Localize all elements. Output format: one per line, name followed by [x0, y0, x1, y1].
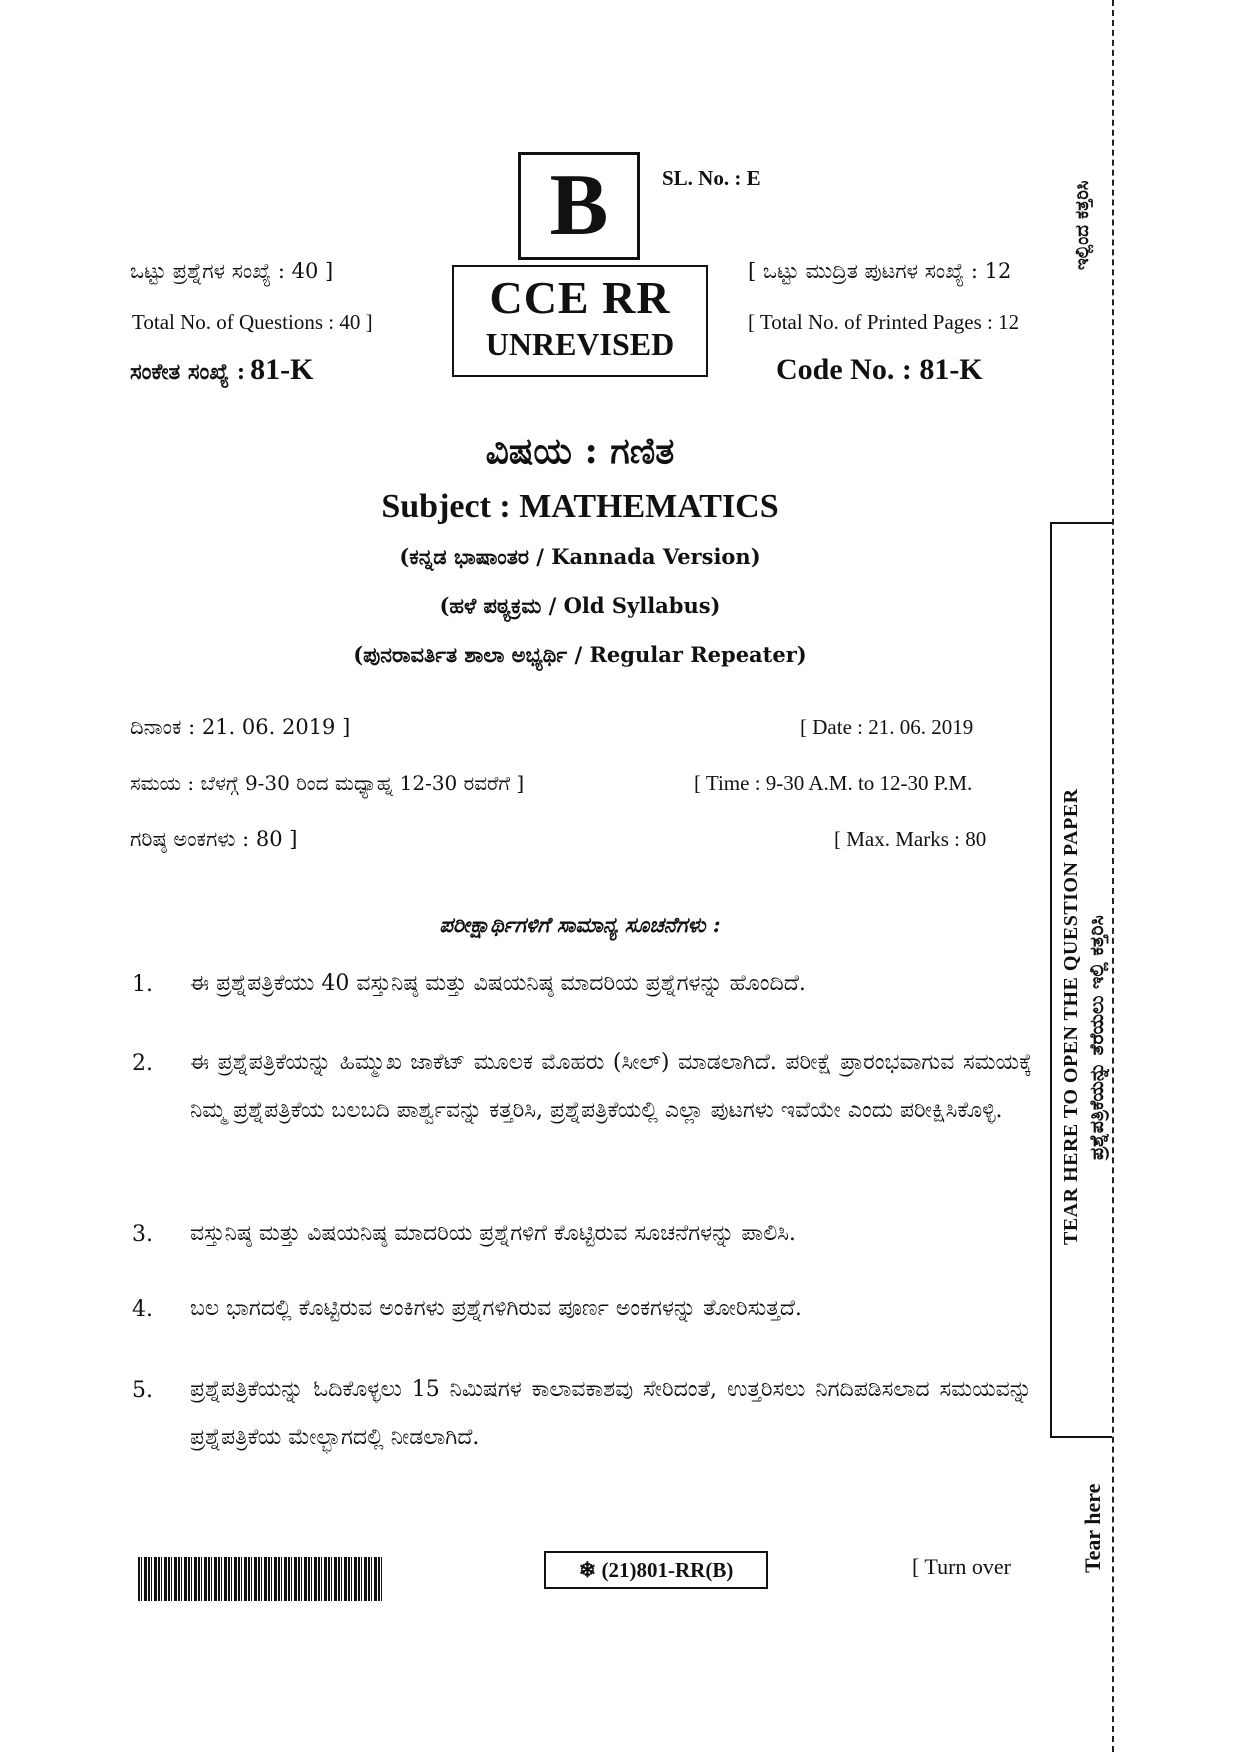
instruction-text: ಪ್ರಶ್ನೆಪತ್ರಿಕೆಯನ್ನು ಓದಿಕೊಳ್ಳಲು 15 ನಿಮಿಷಗಳ ಕಾಲಾವಕಾಶವು ಸೇರಿದಂತೆ, ಉತ್ತರಿಸಲು ನಿಗದಿಪಡಿಸಲಾದ ಸಮಯವನ್ನು ಪ್ರಶ್ನೆಪತ್ರಿಕೆಯ ಮೇಲ್ಭಾಗದಲ್ಲಿ ನೀಡಲಾಗಿದೆ.	[190, 1377, 1032, 1450]
instruction-number: 2.	[132, 1051, 153, 1076]
date-kn: ದಿನಾಂಕ : 21. 06. 2019 ]	[130, 715, 351, 739]
code-kn-label: ಸಂಕೇತ ಸಂಖ್ಯೆ :	[130, 359, 246, 385]
printed-pages-en: [ Total No. of Printed Pages : 12	[748, 310, 1020, 334]
instruction-text: ಈ ಪ್ರಶ್ನೆಪತ್ರಿಕೆಯು 40 ವಸ್ತುನಿಷ್ಠ ಮತ್ತು ವಿಷಯನಿಷ್ಠ ಮಾದರಿಯ ಪ್ರಶ್ನೆಗಳನ್ನು ಹೊಂದಿದೆ.	[190, 971, 806, 996]
subject-kn: ವಿಷಯ : ಗಣಿತ	[485, 430, 675, 472]
tear-here-label: Tear here	[1080, 1483, 1105, 1573]
instruction-number: 5.	[132, 1378, 153, 1403]
instruction-number: 3.	[132, 1222, 153, 1247]
revision-status: UNREVISED	[485, 326, 675, 362]
paper-code-box	[544, 1551, 768, 1589]
tear-instruction-en: TEAR HERE TO OPEN THE QUESTION PAPER	[1060, 788, 1082, 1245]
marks-en: [ Max. Marks : 80	[834, 827, 987, 851]
syllabus-line: (ಹಳೆ ಪಠ್ಯಕ್ರಮ / Old Syllabus)	[439, 593, 721, 618]
turn-over-label: [ Turn over	[912, 1554, 1012, 1579]
code-number-kn	[130, 352, 313, 388]
total-questions-en: Total No. of Questions : 40 ]	[132, 310, 373, 334]
time-kn: ಸಮಯ : ಬೆಳಗ್ಗೆ 9-30 ರಿಂದ ಮಧ್ಯಾಹ್ನ 12-30 ರವರೆಗೆ ]	[130, 771, 525, 795]
instruction-text: ಬಲ ಭಾಗದಲ್ಲಿ ಕೊಟ್ಟಿರುವ ಅಂಕಿಗಳು ಪ್ರಶ್ನೆಗಳಿಗಿರುವ ಪೂರ್ಣ ಅಂಕಗಳನ್ನು ತೋರಿಸುತ್ತದೆ.	[190, 1296, 802, 1321]
code-kn-value: 81-K	[250, 353, 314, 386]
exam-type-box	[452, 265, 708, 377]
instruction-number: 4.	[132, 1297, 153, 1322]
tear-top-kn: ಇಲ್ಲಿಂದ ಕತ್ತರಿಸಿ	[1072, 180, 1093, 270]
instructions-heading: ಪರೀಕ್ಷಾರ್ಥಿಗಳಿಗೆ ಸಾಮಾನ್ಯ ಸೂಚನೆಗಳು :	[439, 912, 721, 937]
set-letter-box	[518, 152, 640, 260]
tear-line	[1112, 0, 1114, 1752]
set-letter: B	[549, 157, 609, 254]
time-en: [ Time : 9-30 A.M. to 12-30 P.M.	[694, 771, 973, 795]
subject-en: Subject : MATHEMATICS	[381, 488, 779, 525]
marks-kn: ಗರಿಷ್ಠ ಅಂಕಗಳು : 80 ]	[130, 827, 298, 851]
candidate-line: (ಪುನರಾವರ್ತಿತ ಶಾಲಾ ಅಭ್ಯರ್ಥಿ / Regular Repeater)	[353, 642, 807, 667]
version-line: (ಕನ್ನಡ ಭಾಷಾಂತರ / Kannada Version)	[399, 544, 761, 569]
instruction-text: ವಸ್ತುನಿಷ್ಠ ಮತ್ತು ವಿಷಯನಿಷ್ಠ ಮಾದರಿಯ ಪ್ರಶ್ನೆಗಳಿಗೆ ಕೊಟ್ಟಿರುವ ಸೂಚನೆಗಳನ್ನು ಪಾಲಿಸಿ.	[190, 1221, 796, 1246]
code-number-en: Code No. : 81-K	[776, 353, 983, 386]
instruction-text: ಈ ಪ್ರಶ್ನೆಪತ್ರಿಕೆಯನ್ನು ಹಿಮ್ಮುಖ ಜಾಕೆಟ್ ಮೂಲಕ ಮೊಹರು (ಸೀಲ್) ಮಾಡಲಾಗಿದೆ. ಪರೀಕ್ಷೆ ಪ್ರಾರಂಭವಾಗುವ ಸಮಯಕ್ಕೆ ನಿಮ್ಮ ಪ್ರಶ್ನೆಪತ್ರಿಕೆಯ ಬಲಬದಿ ಪಾರ್ಶ್ವವನ್ನು ಕತ್ತರಿಸಿ, ಪ್ರಶ್ನೆಪತ್ರಿಕೆಯಲ್ಲಿ ಎಲ್ಲಾ ಪುಟಗಳು ಇವೆಯೇ ಎಂದು ಪರೀಕ್ಷಿಸಿಕೊಳ್ಳಿ.	[190, 1050, 1032, 1123]
tear-instruction-kn: ಪ್ರಶ್ನೆಪತ್ರಿಕೆಯನ್ನು ತೆರೆಯಲು ಇಲ್ಲಿ ಕತ್ತರಿಸಿ	[1086, 915, 1108, 1160]
printed-pages-kn: [ ಒಟ್ಟು ಮುದ್ರಿತ ಪುಟಗಳ ಸಂಖ್ಯೆ : 12	[748, 259, 1012, 283]
paper-code: ❄ (21)801-RR(B)	[578, 1557, 734, 1582]
serial-number: SL. No. : E	[662, 166, 761, 190]
instruction-number: 1.	[132, 972, 153, 997]
barcode	[138, 1557, 384, 1601]
date-en: [ Date : 21. 06. 2019	[800, 715, 974, 739]
total-questions-kn: ಒಟ್ಟು ಪ್ರಶ್ನೆಗಳ ಸಂಖ್ಯೆ : 40 ]	[130, 259, 334, 283]
exam-type: CCE RR	[489, 272, 671, 323]
